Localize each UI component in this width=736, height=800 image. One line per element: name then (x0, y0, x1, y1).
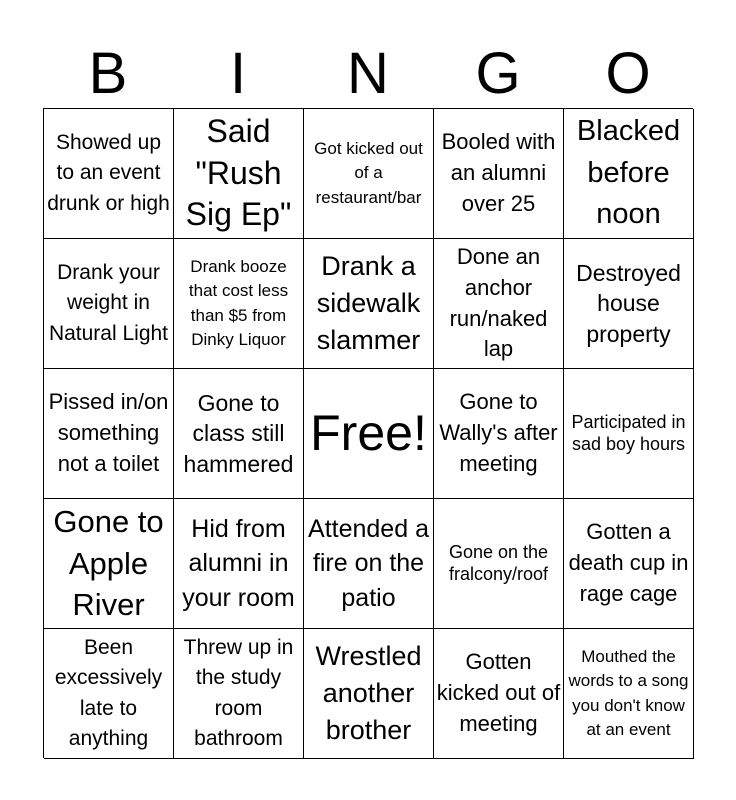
bingo-square[interactable]: Gone to Apple River (44, 499, 174, 629)
bingo-square[interactable]: Got kicked out of a restaurant/bar (304, 109, 434, 239)
header-letter-b: B (88, 41, 128, 106)
bingo-square[interactable]: Said "Rush Sig Ep" (174, 109, 304, 239)
bingo-square[interactable]: Gone on the fralcony/roof (434, 499, 564, 629)
bingo-square[interactable]: Showed up to an event drunk or high (44, 109, 174, 239)
bingo-square[interactable]: Threw up in the study room bathroom (174, 629, 304, 759)
bingo-square[interactable]: Participated in sad boy hours (564, 369, 694, 499)
header-letter-o: O (605, 41, 651, 106)
bingo-square[interactable]: Done an anchor run/naked lap (434, 239, 564, 369)
bingo-square[interactable]: Gotten kicked out of meeting (434, 629, 564, 759)
header-letter-i: I (229, 41, 247, 106)
bingo-square[interactable]: Gone to class still hammered (174, 369, 304, 499)
bingo-header (43, 42, 693, 106)
bingo-square[interactable]: Blacked before noon (564, 109, 694, 239)
bingo-square[interactable]: Drank booze that cost less than $5 from Dinky Liquor (174, 239, 304, 369)
bingo-square[interactable]: Destroyed house property (564, 239, 694, 369)
bingo-square[interactable]: Been excessively late to anything (44, 629, 174, 759)
bingo-square[interactable]: Hid from alumni in your room (174, 499, 304, 629)
bingo-square[interactable]: Booled with an alumni over 25 (434, 109, 564, 239)
bingo-square[interactable]: Mouthed the words to a song you don't know at an event (564, 629, 694, 759)
bingo-square[interactable]: Attended a fire on the patio (304, 499, 434, 629)
bingo-square[interactable]: Wrestled another brother (304, 629, 434, 759)
bingo-square[interactable]: Gone to Wally's after meeting (434, 369, 564, 499)
bingo-square[interactable]: Gotten a death cup in rage cage (564, 499, 694, 629)
header-letter-n: N (347, 41, 389, 106)
bingo-square[interactable]: Pissed in/on something not a toilet (44, 369, 174, 499)
free-square[interactable]: Free! (304, 369, 434, 499)
bingo-square[interactable]: Drank a sidewalk slammer (304, 239, 434, 369)
bingo-square[interactable]: Drank your weight in Natural Light (44, 239, 174, 369)
bingo-card (43, 108, 693, 758)
header-letter-g: G (475, 41, 521, 106)
